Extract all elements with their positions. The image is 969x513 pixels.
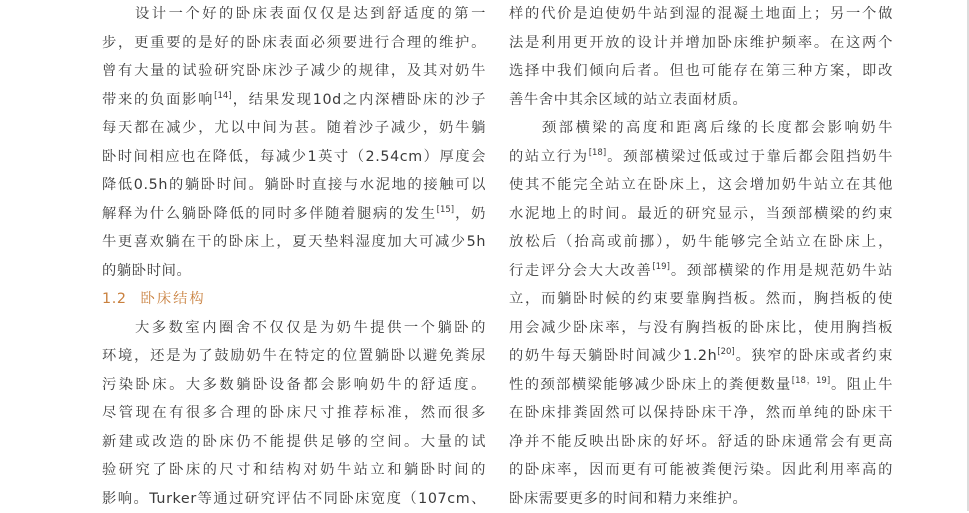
section-number: 1.2: [102, 291, 127, 307]
paragraph-stall-structure: [102, 314, 486, 513]
text-line: [509, 143, 893, 172]
text-line: 在卧床排粪固然可以保持卧床干净，然而单纯的卧床干: [509, 399, 893, 428]
text-run: 。阻止牛: [830, 377, 893, 393]
paragraph-stall-surface-maintenance: [102, 0, 486, 285]
section-heading: [102, 285, 486, 314]
text-line: 曾有大量的试验研究卧床沙子减少的规律，及其对奶牛: [102, 57, 486, 86]
text-run: 性的颈部横梁能够减少卧床上的粪便数量: [509, 377, 792, 393]
citation-20: [20]: [717, 347, 734, 357]
text-line: 善牛舍中其余区域的站立表面材质。: [509, 86, 893, 115]
text-line: 用会减少卧床率，与没有胸挡板的卧床比，使用胸挡板: [509, 314, 893, 343]
text-line: 水泥地上的时间。最近的研究显示，当颈部横梁的约束: [509, 200, 893, 229]
text-line: 法是利用更开放的设计并增加卧床维护频率。在这两个: [509, 29, 893, 58]
text-line: 净并不能反映出卧床的好坏。舒适的卧床通常会有更高: [509, 428, 893, 457]
citation-18-19: [18，19]: [792, 376, 830, 386]
text-line: [102, 200, 486, 229]
text-line: [509, 371, 893, 400]
right-column: [509, 0, 893, 513]
text-line: 卧时间相应也在降低，每减少1英寸（2.54cm）厚度会: [102, 143, 486, 172]
paragraph-standing-surface: [509, 0, 893, 114]
text-line: 环境，还是为了鼓励奶牛在特定的位置躺卧以避免粪尿: [102, 342, 486, 371]
text-run: 行走评分会大大改善: [509, 263, 652, 279]
text-line: 步，更重要的是好的卧床表面必须要进行合理的维护。: [102, 29, 486, 58]
section-title: 卧床结构: [141, 291, 206, 307]
text-line: 样的代价是迫使奶牛站到湿的混凝土地面上；另一个做: [509, 0, 893, 29]
text-run: 的奶牛每天躺卧时间减少1.2h: [509, 348, 717, 364]
text-run: 解释为什么躺卧降低的同时多伴随着腿病的发生: [102, 206, 437, 222]
text-line: 降低0.5h的躺卧时间。躺卧时直接与水泥地的接触可以: [102, 171, 486, 200]
text-run: 。颈部横梁过低或过于靠后都会阻挡奶牛: [606, 149, 893, 165]
citation-14: [14]: [214, 91, 231, 101]
text-line: 的躺卧时间。: [102, 257, 486, 286]
text-line: 选择中我们倾向后者。但也可能存在第三种方案，即改: [509, 57, 893, 86]
text-line: 放松后（抬高或前挪），奶牛能够完全站立在卧床上，: [509, 228, 893, 257]
text-run: 的站立行为: [509, 149, 589, 165]
text-line: 尽管现在有很多合理的卧床尺寸推荐标准，然而很多: [102, 399, 486, 428]
text-line: 牛更喜欢躺在干的卧床上，夏天垫料湿度加大可减少5h: [102, 228, 486, 257]
citation-18: [18]: [589, 148, 606, 158]
citation-19: [19]: [652, 262, 669, 272]
text-line: 大多数室内圈舍不仅仅是为奶牛提供一个躺卧的: [102, 314, 486, 343]
text-line: 卧床需要更多的时间和精力来维护。: [509, 485, 893, 513]
left-column: [102, 0, 486, 513]
text-line: 的卧床率，因而更有可能被粪便污染。因此利用率高的: [509, 456, 893, 485]
text-line: [102, 86, 486, 115]
text-line: 颈部横梁的高度和距离后缘的长度都会影响奶牛: [509, 114, 893, 143]
text-line: 设计一个好的卧床表面仅仅是达到舒适度的第一: [102, 0, 486, 29]
text-line: [509, 342, 893, 371]
text-run: 。狭窄的卧床或者约束: [735, 348, 893, 364]
text-line: 污染卧床。大多数躺卧设备都会影响奶牛的舒适度。: [102, 371, 486, 400]
text-line: 影响。Turker等通过研究评估不同卧床宽度（107cm、: [102, 485, 486, 513]
text-run: 带来的负面影响: [102, 92, 214, 108]
text-run: ，结果发现10d之内深槽卧床的沙子: [232, 92, 486, 108]
text-line: 新建或改造的卧床仍不能提供足够的空间。大量的试: [102, 428, 486, 457]
citation-15: [15]: [437, 205, 454, 215]
text-line: [509, 257, 893, 286]
text-line: 使其不能完全站立在卧床上，这会增加奶牛站立在其他: [509, 171, 893, 200]
text-run: 。颈部横梁的作用是规范奶牛站: [670, 263, 893, 279]
text-line: 每天都在减少，尤以中间为甚。随着沙子减少，奶牛躺: [102, 114, 486, 143]
text-line: 验研究了卧床的尺寸和结构对奶牛站立和躺卧时间的: [102, 456, 486, 485]
text-line: 立，而躺卧时候的约束要靠胸挡板。然而，胸挡板的使: [509, 285, 893, 314]
paragraph-neck-rail: [509, 114, 893, 513]
text-run: ，奶: [454, 206, 486, 222]
